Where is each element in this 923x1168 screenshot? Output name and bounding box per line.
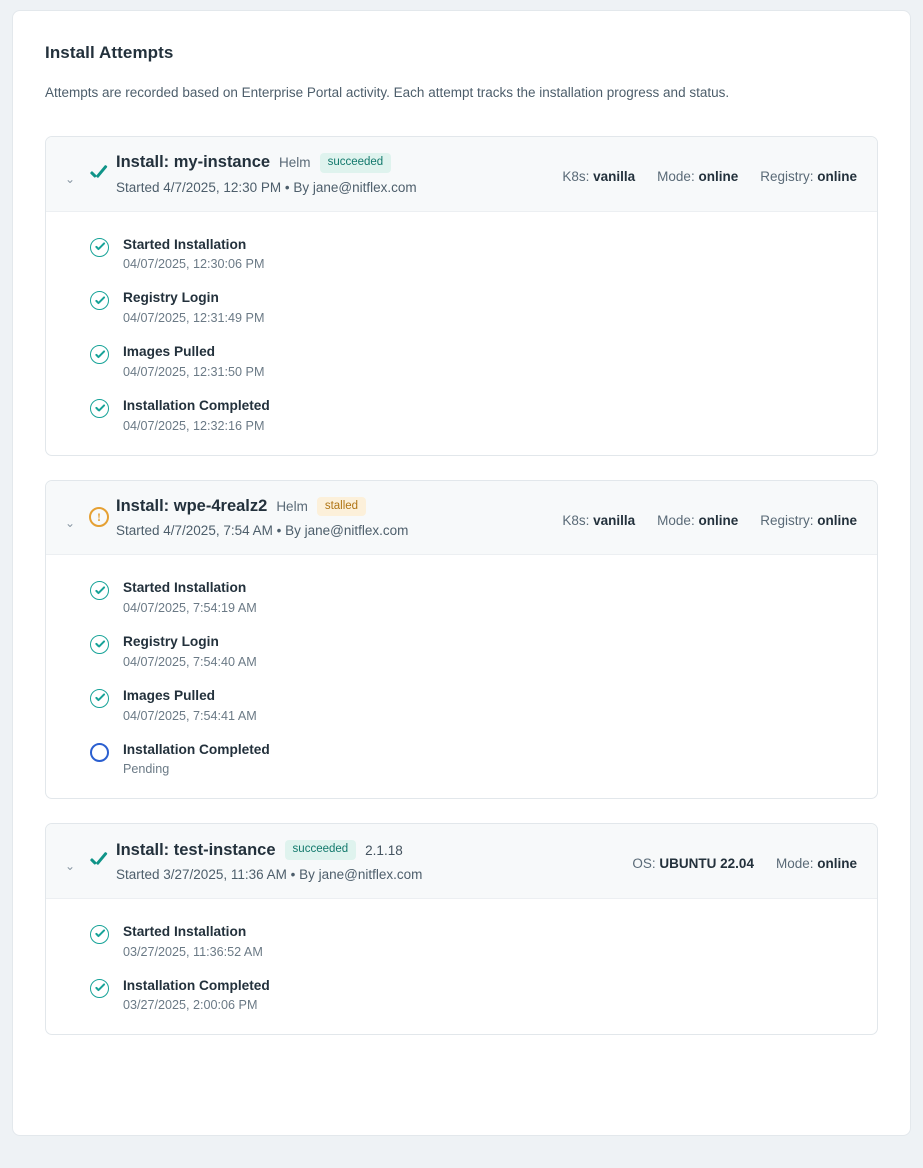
attempt-header[interactable] (46, 137, 877, 211)
attempt-summary (116, 840, 632, 881)
meta-registry: Registry: online (760, 169, 857, 185)
step-item (90, 741, 861, 777)
attempt-steps (46, 212, 877, 455)
step-label: Images Pulled (123, 344, 216, 360)
step-label: Installation Completed (123, 977, 270, 993)
step-time: 03/27/2025, 11:36:52 AM (123, 944, 263, 959)
attempt-status-icon (82, 840, 116, 872)
step-time: 04/07/2025, 7:54:19 AM (123, 601, 257, 616)
attempt-title: Install: test-instance (116, 840, 276, 859)
attempt-card (45, 480, 878, 800)
step-time: 04/07/2025, 7:54:40 AM (123, 654, 257, 669)
attempt-engine: Helm (276, 499, 308, 515)
circle-check-icon (90, 399, 109, 418)
attempt-meta (562, 497, 861, 528)
step-time: 04/07/2025, 12:32:16 PM (123, 418, 265, 433)
circle-pending-icon (90, 743, 109, 762)
check-icon (88, 850, 110, 872)
circle-check-icon (90, 979, 109, 998)
attempt-status-icon (82, 497, 116, 527)
attempt-version: 2.1.18 (365, 842, 403, 858)
attempt-summary (116, 497, 562, 538)
meta-mode: Mode: online (775, 856, 857, 872)
attempt-steps (46, 555, 877, 798)
step-time: 04/07/2025, 12:31:50 PM (123, 365, 265, 380)
attempt-subtitle: Started 3/27/2025, 11:36 AM • By jane@nitflex.com (116, 866, 423, 882)
attempt-title: Install: wpe-4realz2 (116, 497, 268, 516)
attempt-header[interactable] (46, 481, 877, 555)
status-badge: succeeded (285, 840, 357, 859)
step-item (90, 397, 861, 433)
status-badge: succeeded (320, 153, 392, 172)
step-time: 04/07/2025, 7:54:41 AM (123, 708, 257, 723)
step-time: 04/07/2025, 12:31:49 PM (123, 311, 265, 326)
step-label: Registry Login (123, 290, 219, 306)
step-item (90, 977, 861, 1013)
chevron-down-icon[interactable]: ⌄ (64, 515, 76, 530)
meta-os: OS: UBUNTU 22.04 (632, 856, 754, 872)
step-label: Images Pulled (123, 687, 216, 703)
step-label: Started Installation (123, 236, 247, 252)
circle-check-icon (90, 689, 109, 708)
attempt-meta (562, 153, 861, 184)
step-item (90, 579, 861, 615)
meta-registry: Registry: online (760, 512, 857, 528)
install-attempts-panel (12, 10, 911, 1136)
meta-mode: Mode: online (657, 512, 739, 528)
circle-check-icon (90, 635, 109, 654)
step-label: Started Installation (123, 580, 247, 596)
step-item (90, 289, 861, 325)
step-label: Installation Completed (123, 741, 270, 757)
attempt-card (45, 136, 878, 456)
check-icon (88, 163, 110, 185)
circle-check-icon (90, 345, 109, 364)
warning-icon: ! (89, 507, 109, 527)
meta-k8s: K8s: vanilla (562, 512, 636, 528)
step-label: Installation Completed (123, 398, 270, 414)
meta-mode: Mode: online (657, 169, 739, 185)
chevron-down-icon[interactable]: ⌄ (64, 172, 76, 187)
step-label: Started Installation (123, 923, 247, 939)
step-label: Registry Login (123, 634, 219, 650)
circle-check-icon (90, 925, 109, 944)
attempt-engine: Helm (279, 155, 311, 171)
attempt-meta (632, 840, 861, 871)
meta-k8s: K8s: vanilla (562, 169, 636, 185)
step-time: 04/07/2025, 12:30:06 PM (123, 257, 265, 272)
attempt-status-icon (82, 153, 116, 185)
page-title: Install Attempts (45, 43, 174, 62)
step-time: 03/27/2025, 2:00:06 PM (123, 998, 258, 1013)
status-badge: stalled (317, 497, 366, 516)
circle-check-icon (90, 581, 109, 600)
chevron-down-icon[interactable]: ⌄ (64, 859, 76, 874)
step-item (90, 923, 861, 959)
attempt-subtitle: Started 4/7/2025, 7:54 AM • By jane@nitflex.com (116, 523, 409, 539)
attempt-header[interactable] (46, 824, 877, 898)
step-item (90, 343, 861, 379)
page-subtitle: Attempts are recorded based on Enterprise Portal activity. Each attempt tracks the installation progress and status. (45, 85, 730, 100)
attempt-subtitle: Started 4/7/2025, 12:30 PM • By jane@nitflex.com (116, 179, 417, 195)
attempt-title: Install: my-instance (116, 153, 271, 172)
step-item (90, 633, 861, 669)
attempts-list (33, 136, 890, 1035)
step-item (90, 236, 861, 272)
step-time: Pending (123, 762, 170, 777)
attempt-card (45, 823, 878, 1035)
attempt-summary (116, 153, 562, 194)
circle-check-icon (90, 238, 109, 257)
attempt-steps (46, 899, 877, 1035)
circle-check-icon (90, 291, 109, 310)
step-item (90, 687, 861, 723)
